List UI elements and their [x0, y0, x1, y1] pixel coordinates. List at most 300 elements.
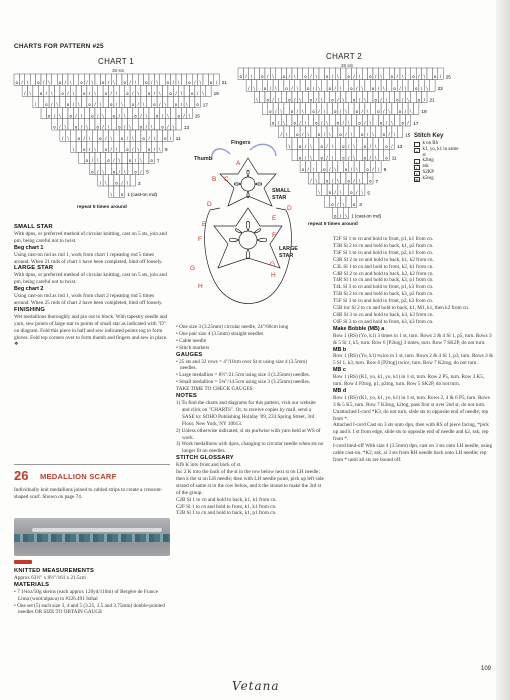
glossary-item: C3L Sl 1 to cn and hold to front, k2, k1 from cn. — [333, 263, 434, 270]
chart-symbol: \ — [56, 102, 58, 108]
chart-symbol: / — [153, 91, 156, 96]
chart-cell — [276, 68, 281, 80]
chart-symbol: / — [126, 135, 129, 141]
chart1-repeat-caption: repeat 5 times around — [77, 205, 127, 210]
chart-symbol: \ — [277, 97, 280, 103]
materials-item: • One size 3 (3.25mm) circular needle, 24"/60cm long — [176, 324, 289, 330]
watermark-logo: Vetana — [232, 679, 280, 693]
stitch-key-item: k on RS — [414, 141, 461, 147]
chart-symbol: / — [291, 85, 293, 91]
chart2-repeat-caption: repeat 5 times around — [308, 222, 358, 227]
chart-symbol: / — [86, 79, 88, 85]
chart-cell — [378, 138, 383, 150]
chart-symbol: \ — [253, 85, 255, 91]
chart-cell — [117, 74, 122, 85]
chart-cell — [341, 68, 346, 80]
chart-cell — [203, 74, 208, 85]
chart-symbol: \ — [375, 143, 377, 149]
chart-symbol: o — [285, 85, 288, 91]
chart-symbol: o — [320, 143, 323, 149]
glossary-item: C2F Sl 1 to cn and hold to front, k1, k1 from cn. — [176, 503, 277, 510]
chart-symbol: o — [379, 120, 383, 126]
chart-symbol: o — [298, 143, 302, 149]
chart-symbol: / — [107, 79, 110, 85]
paragraph: Wet medallions thoroughly and pin out to block. With tapestry needle and yarn, sew points of large star to points of small star as indicated with "D" on diagram. Fold this piece in half and sew indicated points tog to form gloves. Fold top corners over to form thumb and fingers and sew in place. ❖ — [14, 313, 168, 348]
bobble-instructions: Row 1 (RS) (K1, yo, k1, yo, k1) in 1 st, turn. Rows 2, 4 & 6 P5, turn. Rows 3 & 5 K5, turn. Row 7 K3tog, k2tog, pass first st over 2nd st, do not turn. — [333, 394, 490, 408]
chart-symbol: \ — [334, 167, 336, 172]
chart-cell — [362, 68, 367, 80]
chart-cell — [333, 126, 338, 138]
chart-cell — [168, 96, 173, 107]
chart-symbol: \ — [339, 85, 342, 91]
chart-symbol: o — [69, 113, 72, 119]
chart-symbol: / — [97, 169, 99, 175]
gauge-item: • Large medallion = 8½"/21.5cm using size 3 (3.25mm) needles. — [176, 372, 310, 379]
chart-row-label: 5 — [146, 169, 149, 175]
icord-instructions: Unattached I-cord *K3, do not turn, slide sts to opposite end of needle; rep from *. — [333, 408, 489, 422]
glossary-item: T4R Sl 1 to cn and hold to back, k3, p1 from cn. — [333, 277, 434, 284]
chart-symbol: / — [113, 158, 115, 164]
chart-symbol: / — [269, 85, 272, 91]
chart-symbol: \ — [102, 169, 104, 175]
chart1-sts: 38 sts — [112, 68, 125, 73]
chart-symbol: o — [328, 85, 332, 91]
chart-symbol: o — [433, 74, 437, 80]
point-label: E — [272, 215, 277, 222]
column-2 — [176, 324, 324, 517]
chart-symbol: \ — [167, 113, 169, 119]
chart-cell — [144, 152, 149, 163]
chart-symbol: \ — [156, 79, 158, 85]
chart-symbol: o — [371, 85, 375, 91]
chart-symbol: o — [126, 91, 129, 96]
glossary-item: T2F Sl 1 to cn and hold to front, p1, k1 from cn. — [333, 236, 434, 242]
chart-symbol: \ — [393, 132, 396, 138]
chart-cell — [289, 126, 294, 138]
chart-symbol: o — [131, 102, 135, 108]
chart-cell — [343, 80, 348, 92]
gauges-heading: GAUGES — [176, 351, 203, 358]
chart-symbol: / — [380, 97, 382, 103]
chart-symbol: o — [77, 135, 81, 141]
chart-cell — [370, 103, 375, 115]
chart-row-label: 13 — [183, 124, 190, 130]
chart-symbol: \ — [110, 135, 112, 141]
chart-cell — [92, 130, 97, 141]
chart-symbol: \ — [350, 132, 353, 138]
chart-symbol: / — [353, 178, 355, 184]
chart-symbol: o — [352, 97, 356, 103]
chart-cell — [284, 103, 289, 115]
chart-cell — [160, 74, 165, 85]
chart-symbol: o — [401, 120, 404, 126]
chart-symbol: / — [169, 135, 172, 141]
chart-symbol: \ — [294, 74, 296, 80]
chart-row-label: 21 — [221, 80, 227, 85]
chart-symbol: o — [53, 124, 56, 130]
point-label: B — [212, 176, 217, 183]
chart-symbol: \ — [94, 147, 96, 152]
chart-symbol: o — [293, 120, 296, 126]
chart-symbol: \ — [318, 85, 320, 91]
chart-row-label: 9 — [383, 167, 387, 173]
chart-symbol: o — [134, 169, 137, 175]
chart-cell — [76, 141, 81, 152]
chart-symbol: \ — [312, 167, 315, 172]
chart-symbol: o — [85, 158, 89, 164]
chart-row-label: 11 — [175, 136, 181, 141]
chart-symbol: o — [385, 143, 388, 149]
chart-symbol: / — [399, 85, 401, 91]
chart-symbol: \ — [383, 85, 385, 91]
chart-symbol: o — [315, 120, 318, 126]
glossary-item: T3B Sl 2 to cn and hold to back, k1, p2 from cn. — [333, 242, 434, 249]
chart-cell — [287, 114, 292, 126]
chart-symbol: / — [304, 143, 307, 149]
chart-symbol: / — [267, 74, 269, 80]
chart-symbol: o — [396, 97, 399, 103]
chart-symbol: / — [88, 147, 91, 152]
chart-symbol: / — [140, 113, 142, 119]
point-label: H — [198, 283, 203, 290]
chart-symbol: / — [145, 124, 147, 130]
large-star-heading: LARGE STAR — [14, 265, 54, 272]
point-label: A — [236, 160, 241, 167]
chart-symbol: \ — [26, 79, 29, 85]
chart-row-label: 15 — [194, 113, 200, 119]
chart-cell — [127, 108, 132, 119]
chart-symbol: / — [372, 167, 374, 172]
glossary-item: C6F Sl 3 to cn and hold to front, k3, k3 from cn. — [333, 318, 434, 325]
chart-symbol: / — [129, 79, 131, 85]
chart-symbol: \ — [337, 178, 339, 184]
chart-symbol: o — [118, 124, 121, 130]
chart-symbol: \ — [321, 97, 323, 103]
chart-symbol: o — [304, 74, 307, 80]
chart-symbol: / — [288, 74, 290, 80]
paragraph: Approx 63½" x 8½"/161 x 21.5cm — [14, 574, 86, 581]
chart-cell — [171, 108, 176, 119]
chart-symbol: \ — [372, 132, 374, 138]
chart-symbol: o — [163, 135, 167, 141]
bobble-heading: MB c — [333, 367, 346, 374]
chart-symbol: / — [356, 85, 358, 91]
chart-symbol: \ — [124, 169, 126, 175]
chart-symbol: / — [183, 113, 185, 119]
chart-symbol: / — [439, 74, 442, 80]
chart-cell — [414, 103, 419, 115]
chart-symbol: \ — [29, 91, 31, 96]
chart-symbol: \ — [142, 102, 145, 108]
chart-symbol: o — [363, 143, 367, 149]
chart-symbol: / — [369, 143, 371, 149]
chart-symbol: \ — [331, 155, 334, 161]
chart-cell — [376, 126, 381, 138]
chart-symbol: o — [37, 79, 40, 85]
chart-cell — [322, 184, 327, 196]
chart-cell — [136, 130, 141, 141]
chart-symbol: o — [58, 79, 62, 85]
chart-symbol: o — [331, 201, 334, 207]
chart-symbol: / — [121, 180, 123, 186]
chart-symbol: o — [296, 132, 299, 138]
chart-symbol: o — [39, 91, 43, 96]
chart-symbol: \ — [342, 97, 344, 103]
chart-symbol: o — [209, 79, 213, 85]
chart-cell — [73, 74, 78, 85]
chart-symbol: o — [369, 74, 372, 80]
chart-symbol: / — [45, 91, 48, 96]
chart-symbol: \ — [358, 178, 361, 184]
chart-symbol: / — [88, 91, 91, 96]
chart-symbol: / — [140, 169, 142, 175]
chart-cell — [157, 130, 162, 141]
chart-symbol: / — [407, 120, 409, 126]
chart-symbol: \ — [153, 135, 156, 141]
chart-symbol: \ — [361, 85, 363, 91]
chart-symbol: / — [175, 91, 177, 96]
chart-cell — [79, 152, 84, 163]
chart-cell — [397, 126, 402, 138]
chart-symbol: o — [115, 180, 118, 186]
chart-symbol: / — [296, 109, 299, 114]
bobble-instructions: Row 1 (RS) (Yo, k1) twice in 1 st, turn. Rows 2 & 4 Sl 1, p3, turn. Rows 3 & 5 Sl 1, k3, turn. Row 6 [P2tog] twice, turn. Row 7 K2tog, do not turn. — [333, 353, 494, 367]
chart-symbol: \ — [186, 102, 188, 108]
chart-symbol: / — [153, 147, 156, 152]
chart-symbol: o — [196, 102, 199, 108]
chart-cell — [149, 108, 154, 119]
chart-cell — [33, 85, 38, 96]
chart-symbol: / — [115, 102, 118, 108]
chart-symbol: / — [345, 132, 347, 138]
glossary-item: Kfb K into front and back of st. — [176, 462, 242, 469]
chart-row-label: 19 — [421, 109, 427, 115]
chart-cell — [76, 85, 81, 96]
chart-symbol: o — [414, 85, 418, 91]
chart-cell — [141, 141, 146, 152]
glossary-heading: STITCH GLOSSARY — [176, 455, 234, 462]
chart-symbol: / — [134, 158, 137, 164]
chart-symbol: \ — [80, 113, 83, 119]
chart-symbol: / — [307, 167, 309, 172]
point-label: D — [207, 201, 212, 208]
chart-cell — [408, 80, 413, 92]
chart-symbol: / — [302, 132, 304, 138]
chart-symbol: / — [350, 167, 353, 172]
chart-cell — [95, 74, 100, 85]
chart-symbol: \ — [331, 143, 334, 149]
chart-symbol: o — [142, 135, 145, 141]
chart-symbol: \ — [342, 201, 344, 207]
chart-cell — [98, 141, 103, 152]
chart-cell — [308, 114, 313, 126]
note-item: 2) Unless otherwise indicated, sl sts purlwise with yarn held at WS of work. — [176, 427, 321, 441]
chart-symbol: / — [59, 124, 61, 130]
note-item: 1) To find the charts and diagrams for this pattern, visit our website and click on "CHARTS". Or, to receive copies by mail, send a SASE to: SOHO Publishing Holiday '09, 233 Spring Street, 3rd Floor, New York, NY 10013. — [176, 399, 316, 427]
chart-row-label: 7 — [375, 178, 379, 184]
chart-symbol: o — [342, 155, 345, 161]
chart-symbol: / — [80, 124, 83, 130]
chart-cell — [341, 172, 346, 184]
pattern-title: MEDALLION SCARF — [40, 472, 117, 481]
chart-symbol: / — [245, 74, 247, 80]
chart-row-label: 7 — [156, 158, 160, 164]
chart-symbol: / — [423, 97, 425, 103]
chart-symbol: \ — [288, 143, 290, 149]
chart-cell — [427, 68, 432, 80]
chart-symbol: \ — [315, 74, 317, 80]
chart-symbol: o — [417, 97, 421, 103]
chart-symbol: / — [294, 97, 296, 103]
section-divider — [14, 464, 170, 465]
chart-symbol: / — [326, 155, 328, 161]
note-item: 3) Work medallions with dpns, changing to circular needle when sts no longer fit on needles. — [176, 441, 324, 455]
chart-symbol: / — [91, 158, 93, 164]
chart-symbol: \ — [345, 213, 347, 219]
chart-cell — [30, 74, 35, 85]
chart-symbol: \ — [345, 109, 347, 114]
chart-symbol: \ — [385, 97, 388, 103]
chart-symbol: / — [383, 109, 385, 114]
chart-row-label: 17 — [413, 120, 419, 126]
glove-diagram — [180, 140, 320, 320]
stitch-key — [414, 133, 461, 182]
chart-cell — [368, 91, 373, 103]
chart-row-label: 3 — [138, 180, 141, 186]
chart-cell — [335, 149, 340, 161]
chart-row-label: 15 — [405, 132, 411, 138]
chart-symbol: o — [82, 147, 86, 152]
glossary-item: T3F Sl 1 to cn and hold to front, p2, k1 from cn. — [333, 249, 434, 256]
chart-symbol: / — [97, 113, 99, 119]
chart-symbol: o — [45, 102, 48, 108]
chart-symbol: o — [161, 124, 164, 130]
chart-symbol: o — [347, 74, 350, 80]
chart-symbol: \ — [272, 74, 274, 80]
chart-row-label: 23 — [437, 86, 443, 91]
chart-symbol: \ — [310, 143, 312, 149]
chart-symbol: o — [366, 167, 369, 172]
chart-symbol: / — [118, 113, 120, 119]
chart-symbol: / — [377, 85, 380, 91]
chart-symbol: \ — [78, 102, 80, 108]
chart-symbol: / — [72, 102, 75, 108]
column-1 — [14, 224, 170, 348]
chart-symbol: \ — [280, 109, 282, 114]
chart-cell — [319, 68, 324, 80]
chart-symbol: o — [385, 155, 388, 161]
chart-symbol: o — [190, 91, 194, 96]
chart-row-label: 11 — [391, 155, 397, 161]
chart-symbol: o — [412, 74, 415, 80]
chart1-title: CHART 1 — [98, 57, 135, 66]
point-label: G — [190, 265, 196, 272]
glossary-item: T5B Sl 2 to cn and hold to back, k3, p2 from cn. — [333, 291, 434, 298]
chart-symbol: \ — [118, 158, 120, 164]
chart-symbol: \ — [86, 124, 88, 130]
chart-symbol: / — [102, 124, 104, 130]
chart-symbol: / — [61, 135, 64, 141]
chart-symbol: / — [132, 147, 134, 152]
chart-row-label: 3 — [359, 202, 362, 207]
chart-symbol: / — [51, 102, 53, 108]
chart-symbol: o — [355, 109, 359, 114]
materials-heading: MATERIALS — [14, 581, 50, 588]
chart-cell — [63, 108, 68, 119]
subheading: Beg chart 2 — [14, 286, 44, 293]
scarf-photo — [14, 518, 170, 556]
glossary-item: C5B inc Sl 2 to cn and hold to back, k1, M1, k1, then k2 from cn. — [333, 305, 470, 312]
chart-cell — [351, 114, 356, 126]
chart-row-label: 13 — [397, 144, 403, 149]
materials-item: • Stitch markers — [176, 344, 210, 351]
chart-cell — [103, 96, 108, 107]
chart-cell — [297, 68, 302, 80]
chart-symbol: / — [369, 155, 371, 161]
gauge-item: • 25 sts and 32 rows = 4"/10cm over St st using size 4 (3.5mm) needles. — [176, 358, 307, 372]
finger-arc-left — [212, 149, 230, 160]
chart-cell — [260, 91, 265, 103]
chart-symbol: \ — [121, 102, 123, 108]
chart-symbol: \ — [361, 190, 363, 196]
chart-symbol: / — [118, 169, 120, 175]
chart-symbol: o — [74, 124, 78, 130]
point-label: H — [271, 272, 276, 279]
chart-symbol: / — [196, 91, 199, 96]
chart-symbol: \ — [72, 91, 75, 96]
paragraph: With dpns, or preferred method of circular knitting, cast on 5 sts, join and pm, being careful not to twist. — [14, 272, 167, 286]
chart-symbol: o — [377, 109, 380, 114]
chart-cell — [430, 80, 435, 92]
chart-symbol: \ — [99, 102, 102, 108]
k-rs-symbol-icon — [414, 142, 420, 148]
chart-cell — [176, 119, 181, 130]
chart-symbol: o — [112, 169, 116, 175]
chart-cell — [384, 68, 389, 80]
large-star-label: LARGE STAR — [279, 246, 298, 259]
chart-symbol: \ — [134, 79, 137, 85]
chart-symbol: o — [352, 201, 356, 207]
chart-symbol: / — [180, 102, 183, 108]
chart-cell — [206, 85, 211, 96]
chart-row-label: 1 (cast-on rnd) — [351, 213, 382, 219]
point-label: D — [287, 205, 292, 212]
finger-arc-right — [250, 144, 276, 156]
chart-symbol: o — [266, 97, 269, 103]
page-number: 109 — [481, 666, 492, 672]
chart-symbol: o — [155, 113, 159, 119]
chart-symbol: o — [128, 158, 132, 164]
stitch-key-item: / k2tog — [414, 158, 461, 164]
chart-symbol: o — [174, 102, 178, 108]
chart-symbol: o — [169, 91, 172, 96]
chart-symbol: \ — [391, 120, 393, 126]
chart-symbol: \ — [102, 113, 104, 119]
chart-symbol: \ — [364, 97, 366, 103]
chart-symbol: o — [263, 85, 267, 91]
chart-cell — [327, 103, 332, 115]
chart-symbol: o — [323, 167, 326, 172]
chart-symbol: o — [374, 97, 377, 103]
chart-symbol: \ — [178, 79, 180, 85]
icord-instructions: Attached I-cord Cast on 3 sts onto dpn, then with RS of piece facing, *pick up and k 1 st from edge, slide sts to opposite end of needle and k2, ssk; rep from *. — [333, 422, 489, 443]
chart-symbol: o — [109, 102, 113, 108]
chart-symbol: \ — [97, 158, 99, 164]
chart-symbol: \ — [72, 147, 75, 152]
chart-symbol: / — [67, 91, 69, 96]
chart-cell — [106, 108, 111, 119]
paragraph: With dpns, or preferred method of circular knitting, cast on 5 sts, join and pm, being careful not to twist. — [14, 230, 167, 244]
